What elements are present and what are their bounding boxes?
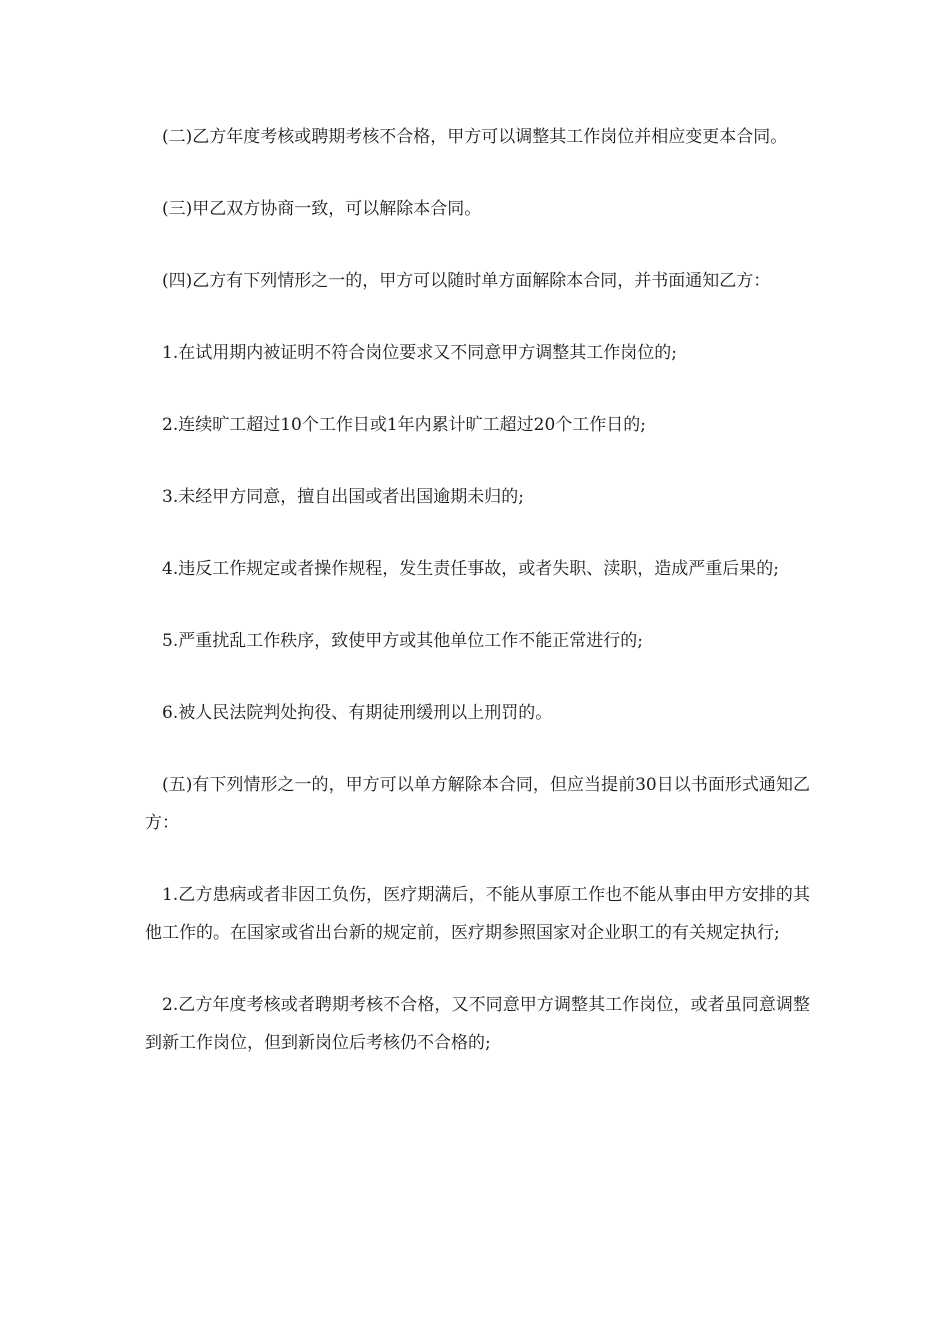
paragraph-clause-5: (五)有下列情形之一的，甲方可以单方解除本合同，但应当提前30日以书面形式通知乙方： <box>145 775 810 833</box>
paragraph-item-5-1: 1.乙方患病或者非因工负伤，医疗期满后，不能从事原工作也不能从事由甲方安排的其他工作的。在国家或省出台新的规定前，医疗期参照国家对企业职工的有关规定执行; <box>145 885 810 943</box>
paragraph-item-4-2: 2.连续旷工超过10个工作日或1年内累计旷工超过20个工作日的; <box>162 415 647 435</box>
paragraph-item-4-3: 3.未经甲方同意，擅自出国或者出国逾期未归的; <box>162 487 524 507</box>
paragraph-item-5-2: 2.乙方年度考核或者聘期考核不合格，又不同意甲方调整其工作岗位，或者虽同意调整到新工作岗位，但到新岗位后考核仍不合格的; <box>145 995 810 1053</box>
paragraph-item-4-6: 6.被人民法院判处拘役、有期徒刑缓刑以上刑罚的。 <box>162 703 553 723</box>
paragraph-item-4-5: 5.严重扰乱工作秩序，致使甲方或其他单位工作不能正常进行的; <box>162 631 643 651</box>
paragraph-item-4-1: 1.在试用期内被证明不符合岗位要求又不同意甲方调整其工作岗位的; <box>162 343 677 363</box>
paragraph-clause-4: (四)乙方有下列情形之一的，甲方可以随时单方面解除本合同，并书面通知乙方： <box>162 271 771 291</box>
document-body <box>145 118 810 1096</box>
paragraph-clause-3: (三)甲乙双方协商一致，可以解除本合同。 <box>162 199 482 219</box>
paragraph-item-4-4: 4.违反工作规定或者操作规程，发生责任事故，或者失职、渎职，造成严重后果的; <box>162 559 779 579</box>
paragraph-clause-2: (二)乙方年度考核或聘期考核不合格，甲方可以调整其工作岗位并相应变更本合同。 <box>162 127 788 147</box>
